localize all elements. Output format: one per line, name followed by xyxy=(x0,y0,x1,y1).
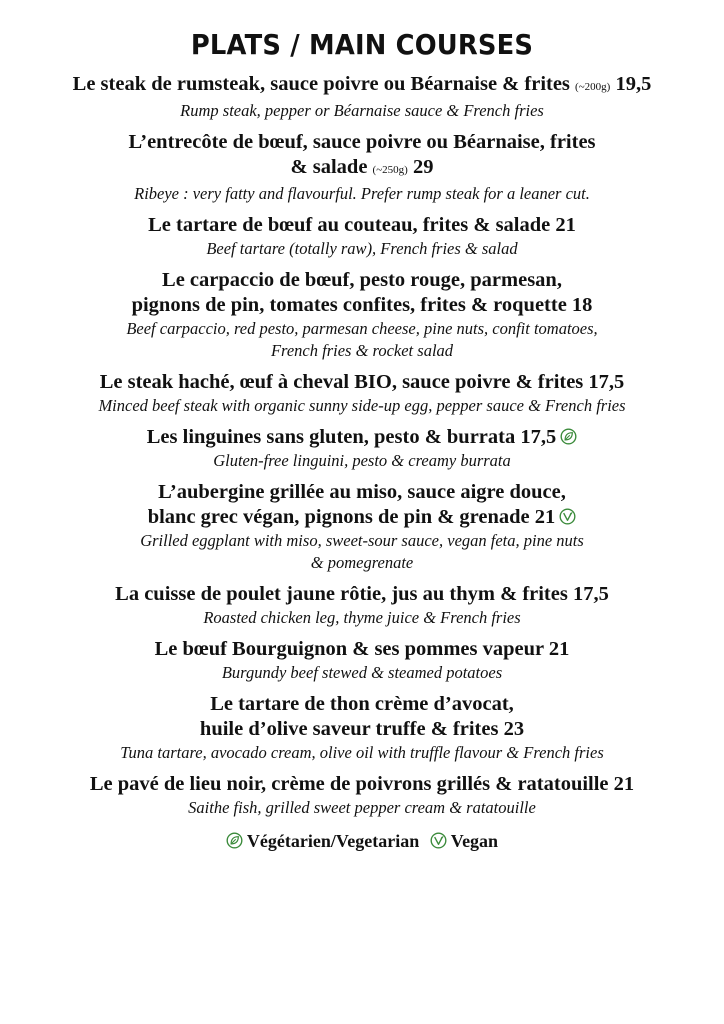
menu-item xyxy=(0,772,724,819)
dish-name-text: L’entrecôte de bœuf, sauce poivre ou Béarnaise, frites xyxy=(128,131,596,153)
dish-translation: Gluten-free linguini, pesto & creamy burrata xyxy=(213,451,511,470)
dish-price: 21 xyxy=(534,506,556,528)
dish-price: 17,5 xyxy=(588,371,625,393)
legend-vegan: Vegan xyxy=(450,831,499,851)
vegan-icon xyxy=(430,832,447,849)
dish-name xyxy=(0,213,724,238)
dish-price: 29 xyxy=(412,156,434,178)
dish-price: 21 xyxy=(548,638,570,660)
dish-name xyxy=(0,480,724,505)
vegetarian-icon xyxy=(226,832,243,849)
dish-name xyxy=(0,772,724,797)
dish-name xyxy=(0,717,724,742)
diet-legend xyxy=(0,829,724,853)
page-title: PLATS / MAIN COURSES xyxy=(190,28,534,61)
legend-vegetarian: Végétarien/Vegetarian xyxy=(246,831,420,851)
menu-item xyxy=(0,425,724,472)
dish-name-text: huile d’olive saveur truffe & frites xyxy=(199,718,499,740)
dish-translation: Grilled eggplant with miso, sweet-sour sauce, vegan feta, pine nuts xyxy=(140,531,584,550)
menu-item xyxy=(0,72,724,122)
menu-item xyxy=(0,370,724,417)
dish-name xyxy=(0,692,724,717)
dish-translation: Beef tartare (totally raw), French fries & salad xyxy=(206,239,518,258)
dish-name-text: La cuisse de poulet jaune rôtie, jus au thym & frites xyxy=(115,583,568,605)
dish-translation: Tuna tartare, avocado cream, olive oil with truffle flavour & French fries xyxy=(120,743,604,762)
dish-translation: Rump steak, pepper or Béarnaise sauce & French fries xyxy=(180,101,544,120)
dish-name xyxy=(0,155,724,183)
dish-price: 17,5 xyxy=(572,583,609,605)
dish-price: 21 xyxy=(613,773,635,795)
dish-name-text: blanc grec végan, pignons de pin & grenade xyxy=(147,506,530,528)
dish-name xyxy=(0,637,724,662)
dish-name-text: Le steak de rumsteak, sauce poivre ou Béarnaise & frites xyxy=(72,73,570,95)
dish-name-text: & salade xyxy=(290,156,368,178)
dish-price: 23 xyxy=(503,718,525,740)
vegetarian-icon xyxy=(560,428,577,445)
dish-name-text: L’aubergine grillée au miso, sauce aigre douce, xyxy=(158,481,566,503)
dish-name-text: Le bœuf Bourguignon & ses pommes vapeur xyxy=(154,638,544,660)
dish-translation: Burgundy beef stewed & steamed potatoes xyxy=(221,663,503,682)
dish-name xyxy=(0,425,724,450)
dish-weight: (~250g) xyxy=(372,164,408,176)
dish-name xyxy=(0,72,724,100)
dish-translation: Beef carpaccio, red pesto, parmesan cheese, pine nuts, confit tomatoes, xyxy=(126,319,598,338)
dish-price: 21 xyxy=(555,214,576,236)
dish-name-text: Le carpaccio de bœuf, pesto rouge, parmesan, xyxy=(162,269,562,291)
menu-item xyxy=(0,213,724,260)
menu-item xyxy=(0,480,724,574)
dish-name-text: Le tartare de thon crème d’avocat, xyxy=(210,693,514,715)
menu-item xyxy=(0,637,724,684)
vegan-icon xyxy=(559,508,576,525)
dish-name xyxy=(0,130,724,155)
dish-name-text: Le tartare de bœuf au couteau, frites & salade xyxy=(148,214,551,236)
dish-price: 18 xyxy=(571,294,593,316)
dish-name xyxy=(0,370,724,395)
menu-item xyxy=(0,692,724,764)
menu-item xyxy=(0,268,724,362)
dish-name-text: pignons de pin, tomates confites, frites & roquette xyxy=(131,294,567,316)
dish-weight: (~200g) xyxy=(575,81,611,93)
dish-translation: Roasted chicken leg, thyme juice & French fries xyxy=(203,608,521,627)
menu-item xyxy=(0,130,724,205)
dish-name xyxy=(0,505,724,530)
dish-price: 17,5 xyxy=(520,426,557,448)
dish-name-text: Le steak haché, œuf à cheval BIO, sauce poivre & frites xyxy=(99,371,584,393)
dish-translation: French fries & rocket salad xyxy=(270,341,454,360)
dish-price: 19,5 xyxy=(615,73,652,95)
dish-name xyxy=(0,268,724,293)
dish-translation: Minced beef steak with organic sunny side-up egg, pepper sauce & French fries xyxy=(98,396,626,415)
dish-translation: & pomegrenate xyxy=(310,553,414,572)
dish-name-text: Les linguines sans gluten, pesto & burrata xyxy=(146,426,516,448)
dish-translation: Saithe fish, grilled sweet pepper cream & ratatouille xyxy=(188,798,536,817)
dish-translation: Ribeye : very fatty and flavourful. Prefer rump steak for a leaner cut. xyxy=(134,184,590,203)
menu-item xyxy=(0,582,724,629)
menu-items xyxy=(0,72,724,819)
dish-name-text: Le pavé de lieu noir, crème de poivrons grillés & ratatouille xyxy=(89,773,609,795)
dish-name xyxy=(0,582,724,607)
dish-name xyxy=(0,293,724,318)
